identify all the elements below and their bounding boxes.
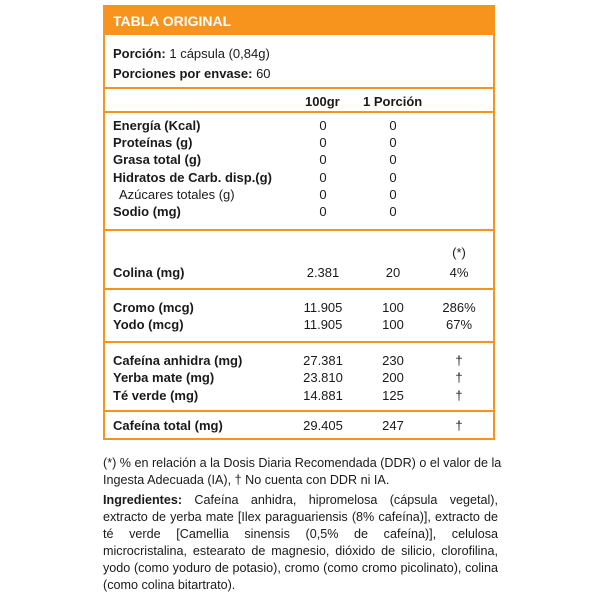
row-value-portion: 0 bbox=[389, 118, 397, 133]
row-label: Yerba mate (mg) bbox=[113, 370, 215, 385]
row-label: Hidratos de Carb. disp.(g) bbox=[113, 170, 272, 185]
row-value-ddr: 4% bbox=[449, 265, 469, 280]
row-value-portion: 247 bbox=[382, 418, 404, 433]
footnote-line: Ingesta Adecuada (IA), † No cuenta con DDR ni IA. bbox=[103, 473, 390, 487]
row-value-100g: 11.905 bbox=[303, 317, 343, 332]
divider bbox=[105, 87, 493, 89]
table-title: TABLA ORIGINAL bbox=[105, 7, 493, 35]
ingredients-text: Cafeína anhidra, hipromelosa (cápsula vegetal), extracto de yerba mate [Ilex paraguariensis (8% cafeína)], extracto de té verde [Camellia sinensis (0,5% de cafeína)], celulosa microcristalina, estearato de magnesio, dióxido de silicio, clorofilina, yodo (como yoduro de potasio), cromo (como cromo picolinato), colina (como colina bitartrato). bbox=[103, 493, 498, 592]
footnote bbox=[103, 455, 502, 489]
row-label: Colina (mg) bbox=[113, 265, 185, 280]
row-label: Cafeína total (mg) bbox=[113, 418, 223, 433]
row-value-ddr: † bbox=[455, 353, 463, 368]
row-value-portion: 0 bbox=[389, 152, 397, 167]
row-value-portion: 0 bbox=[389, 204, 397, 219]
per-pack-line bbox=[113, 65, 271, 82]
ddr-marker: (*) bbox=[452, 245, 466, 260]
row-value-100g: 23.810 bbox=[303, 370, 343, 385]
row-label: Sodio (mg) bbox=[113, 204, 181, 219]
row-value-portion: 0 bbox=[389, 187, 397, 202]
divider bbox=[105, 111, 493, 113]
row-label: Proteínas (g) bbox=[113, 135, 193, 150]
row-value-100g: 0 bbox=[319, 204, 327, 219]
row-value-portion: 200 bbox=[382, 370, 404, 385]
row-value-ddr: 286% bbox=[442, 300, 476, 315]
divider bbox=[105, 410, 493, 412]
row-label: Yodo (mcg) bbox=[113, 317, 184, 332]
row-value-ddr: † bbox=[455, 370, 463, 385]
row-value-100g: 0 bbox=[319, 118, 327, 133]
per-pack-value: 60 bbox=[252, 66, 271, 81]
per-pack-label: Porciones por envase: bbox=[113, 66, 253, 81]
portion-value: 1 cápsula (0,84g) bbox=[165, 46, 270, 61]
row-value-100g: 11.905 bbox=[303, 300, 343, 315]
row-value-100g: 0 bbox=[319, 135, 327, 150]
divider bbox=[105, 341, 493, 343]
row-label: Energía (Kcal) bbox=[113, 118, 201, 133]
row-value-portion: 100 bbox=[382, 300, 404, 315]
col-header-100gr: 100gr bbox=[305, 94, 340, 109]
row-value-100g: 29.405 bbox=[303, 418, 343, 433]
row-value-100g: 0 bbox=[319, 187, 327, 202]
row-label: Grasa total (g) bbox=[113, 152, 202, 167]
row-label: Cafeína anhidra (mg) bbox=[113, 353, 243, 368]
row-value-ddr: † bbox=[455, 388, 463, 403]
divider bbox=[105, 229, 493, 231]
row-value-portion: 20 bbox=[385, 265, 401, 280]
row-value-portion: 230 bbox=[382, 353, 404, 368]
portion-label: Porción: bbox=[113, 46, 166, 61]
row-value-100g: 0 bbox=[319, 152, 327, 167]
portion-line bbox=[113, 45, 270, 62]
ingredients-label: Ingredientes: bbox=[103, 493, 183, 507]
row-label: Azúcares totales (g) bbox=[119, 187, 235, 202]
col-header-portion: 1 Porción bbox=[363, 94, 423, 109]
row-value-100g: 14.881 bbox=[303, 388, 343, 403]
footnote-line: (*) % en relación a la Dosis Diaria Recomendada (DDR) o el valor de la bbox=[103, 456, 502, 470]
row-label: Té verde (mg) bbox=[113, 388, 199, 403]
row-value-ddr: † bbox=[455, 418, 463, 433]
divider bbox=[105, 288, 493, 290]
row-value-portion: 125 bbox=[382, 388, 404, 403]
row-value-portion: 0 bbox=[389, 135, 397, 150]
row-value-portion: 0 bbox=[389, 170, 397, 185]
row-value-100g: 2.381 bbox=[306, 265, 340, 280]
ingredients bbox=[103, 492, 498, 594]
nutrition-table bbox=[103, 5, 495, 440]
row-value-ddr: 67% bbox=[445, 317, 473, 332]
row-value-portion: 100 bbox=[382, 317, 404, 332]
row-label: Cromo (mcg) bbox=[113, 300, 194, 315]
row-value-100g: 27.381 bbox=[303, 353, 343, 368]
row-value-100g: 0 bbox=[319, 170, 327, 185]
